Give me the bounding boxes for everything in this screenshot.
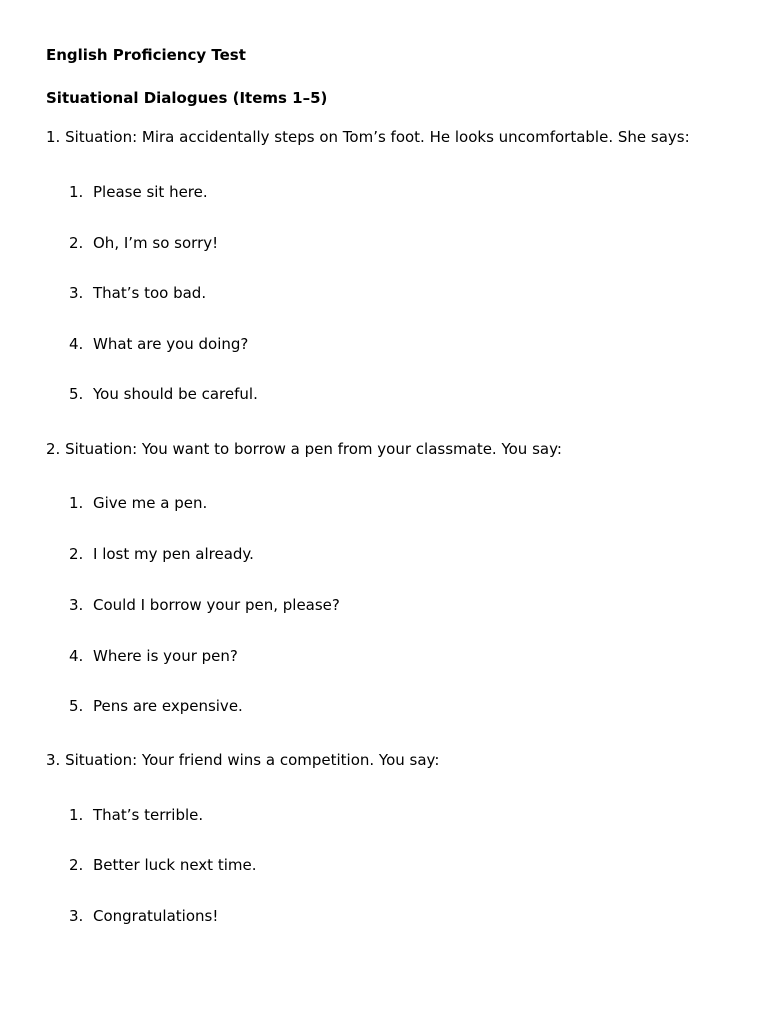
question-3-option-3 [69, 906, 218, 926]
option-number: 1. [69, 806, 84, 824]
question-1-option-5 [69, 384, 258, 404]
option-number: 3. [69, 596, 84, 614]
option-number: 3. [69, 907, 84, 925]
option-text: Better luck next time. [93, 856, 257, 874]
section-heading: Situational Dialogues (Items 1–5) [46, 89, 328, 107]
option-number: 5. [69, 697, 84, 715]
question-1-option-2 [69, 233, 218, 253]
option-text: Please sit here. [93, 183, 208, 201]
option-text: Give me a pen. [93, 494, 208, 512]
option-text: Pens are expensive. [93, 697, 243, 715]
option-text: Congratulations! [93, 907, 219, 925]
question-2-option-1 [69, 493, 207, 513]
option-number: 2. [69, 545, 84, 563]
option-number: 3. [69, 284, 84, 302]
option-number: 1. [69, 494, 84, 512]
option-number: 5. [69, 385, 84, 403]
question-3-prompt: 3. Situation: Your friend wins a competition. You say: [46, 751, 440, 769]
question-1-option-4 [69, 334, 248, 354]
option-text: That’s too bad. [93, 284, 207, 302]
option-text: Oh, I’m so sorry! [93, 234, 219, 252]
option-text: Where is your pen? [93, 647, 238, 665]
option-text: I lost my pen already. [93, 545, 254, 563]
option-number: 4. [69, 647, 84, 665]
question-1-option-3 [69, 283, 206, 303]
question-1-prompt: 1. Situation: Mira accidentally steps on Tom’s foot. He looks uncomfortable. She says: [46, 128, 690, 146]
option-text: Could I borrow your pen, please? [93, 596, 340, 614]
option-number: 1. [69, 183, 84, 201]
question-3-option-2 [69, 855, 256, 875]
question-2-prompt: 2. Situation: You want to borrow a pen from your classmate. You say: [46, 440, 562, 458]
question-3-option-1 [69, 805, 203, 825]
question-1-option-1 [69, 182, 208, 202]
option-number: 4. [69, 335, 84, 353]
question-2-option-5 [69, 696, 243, 716]
option-number: 2. [69, 856, 84, 874]
question-2-option-3 [69, 595, 340, 615]
question-2-option-2 [69, 544, 254, 564]
question-2-option-4 [69, 646, 238, 666]
option-text: That’s terrible. [93, 806, 204, 824]
option-number: 2. [69, 234, 84, 252]
test-title: English Proficiency Test [46, 46, 246, 64]
option-text: You should be careful. [93, 385, 258, 403]
option-text: What are you doing? [93, 335, 249, 353]
